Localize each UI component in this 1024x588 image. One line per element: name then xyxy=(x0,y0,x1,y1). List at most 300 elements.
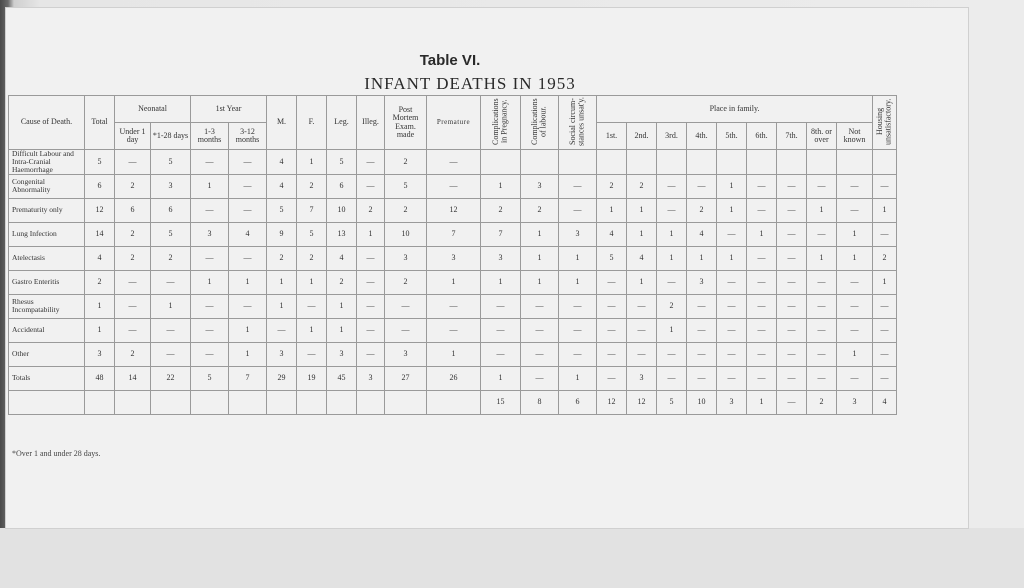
value-cell xyxy=(115,390,151,414)
value-cell: — xyxy=(297,342,327,366)
value-cell: 5 xyxy=(85,150,115,175)
value-cell: — xyxy=(559,318,597,342)
value-cell: 4 xyxy=(873,390,897,414)
value-cell: 1 xyxy=(717,198,747,222)
value-cell: 3 xyxy=(327,342,357,366)
value-cell: 2 xyxy=(873,246,897,270)
value-cell: 1 xyxy=(427,342,481,366)
value-cell: 5 xyxy=(267,198,297,222)
value-cell: 19 xyxy=(297,366,327,390)
cause-cell xyxy=(9,390,85,414)
value-cell: 1 xyxy=(627,270,657,294)
value-cell xyxy=(777,150,807,175)
value-cell: 4 xyxy=(327,246,357,270)
value-cell: — xyxy=(777,318,807,342)
header-place-7th: 7th. xyxy=(777,123,807,150)
value-cell: — xyxy=(777,198,807,222)
cause-cell: Prematurity only xyxy=(9,198,85,222)
value-cell: — xyxy=(191,246,229,270)
value-cell: 1 xyxy=(267,294,297,318)
value-cell: — xyxy=(559,174,597,198)
value-cell: — xyxy=(837,318,873,342)
value-cell: — xyxy=(385,318,427,342)
value-cell: — xyxy=(357,294,385,318)
value-cell: 6 xyxy=(85,174,115,198)
value-cell xyxy=(427,390,481,414)
value-cell: 1 xyxy=(191,174,229,198)
value-cell: — xyxy=(807,318,837,342)
value-cell: — xyxy=(115,318,151,342)
value-cell: 1 xyxy=(717,246,747,270)
value-cell: 2 xyxy=(327,270,357,294)
value-cell: — xyxy=(807,270,837,294)
value-cell: 1 xyxy=(267,270,297,294)
value-cell: — xyxy=(837,198,873,222)
value-cell: — xyxy=(873,222,897,246)
value-cell: — xyxy=(717,342,747,366)
value-cell: 1 xyxy=(807,198,837,222)
table-row xyxy=(9,318,897,342)
value-cell: — xyxy=(717,318,747,342)
table-row xyxy=(9,294,897,318)
value-cell: 27 xyxy=(385,366,427,390)
value-cell: 5 xyxy=(597,246,627,270)
value-cell: 1 xyxy=(327,318,357,342)
header-place-8th-or-over: 8th. or over xyxy=(807,123,837,150)
value-cell: 22 xyxy=(151,366,191,390)
value-cell: 5 xyxy=(327,150,357,175)
value-cell: — xyxy=(357,246,385,270)
value-cell: 1 xyxy=(657,318,687,342)
value-cell: 2 xyxy=(115,246,151,270)
value-cell: 10 xyxy=(327,198,357,222)
value-cell: 1 xyxy=(327,294,357,318)
header-3-12-months: 3-12 months xyxy=(229,123,267,150)
value-cell: 12 xyxy=(627,390,657,414)
value-cell: 7 xyxy=(481,222,521,246)
header-place-4th: 4th. xyxy=(687,123,717,150)
value-cell: 3 xyxy=(717,390,747,414)
value-cell xyxy=(385,390,427,414)
value-cell: 2 xyxy=(687,198,717,222)
value-cell: — xyxy=(427,174,481,198)
value-cell: 1 xyxy=(521,246,559,270)
value-cell: 1 xyxy=(559,366,597,390)
value-cell: — xyxy=(873,174,897,198)
header-not-known: Not known xyxy=(837,123,873,150)
value-cell: — xyxy=(357,318,385,342)
value-cell xyxy=(747,150,777,175)
value-cell: 2 xyxy=(115,342,151,366)
value-cell: 2 xyxy=(85,270,115,294)
value-cell: — xyxy=(427,294,481,318)
social-label: Social circum- stances unsat'y. xyxy=(568,96,586,146)
value-cell: 4 xyxy=(687,222,717,246)
value-cell: — xyxy=(873,294,897,318)
value-cell: — xyxy=(559,198,597,222)
value-cell: — xyxy=(521,366,559,390)
value-cell xyxy=(627,150,657,175)
value-cell: 14 xyxy=(115,366,151,390)
header-place-in-family: Place in family. xyxy=(597,96,873,123)
value-cell: 1 xyxy=(151,294,191,318)
cause-cell: Other xyxy=(9,342,85,366)
value-cell: 5 xyxy=(151,222,191,246)
value-cell: 15 xyxy=(481,390,521,414)
cause-cell: Atelectasis xyxy=(9,246,85,270)
value-cell: — xyxy=(151,270,191,294)
value-cell: 7 xyxy=(297,198,327,222)
cause-cell: Rhesus Incompatability xyxy=(9,294,85,318)
value-cell: 14 xyxy=(85,222,115,246)
header-illegitimate: Illeg. xyxy=(357,96,385,150)
value-cell: 2 xyxy=(297,246,327,270)
value-cell: 5 xyxy=(191,366,229,390)
value-cell: — xyxy=(229,198,267,222)
value-cell: 3 xyxy=(481,246,521,270)
value-cell: — xyxy=(151,318,191,342)
value-cell: 1 xyxy=(229,318,267,342)
value-cell: — xyxy=(559,294,597,318)
value-cell: 1 xyxy=(873,270,897,294)
value-cell: 12 xyxy=(597,390,627,414)
value-cell: 5 xyxy=(297,222,327,246)
table-body xyxy=(9,150,897,415)
value-cell: — xyxy=(747,174,777,198)
value-cell: 1 xyxy=(627,222,657,246)
value-cell: 4 xyxy=(267,150,297,175)
value-cell: — xyxy=(687,294,717,318)
value-cell: 1 xyxy=(627,198,657,222)
value-cell: 1 xyxy=(521,222,559,246)
value-cell: — xyxy=(357,342,385,366)
premature-label: Premature xyxy=(436,118,471,127)
value-cell: 1 xyxy=(837,246,873,270)
header-female: F. xyxy=(297,96,327,150)
value-cell: 2 xyxy=(521,198,559,222)
value-cell xyxy=(267,390,297,414)
value-cell: 2 xyxy=(297,174,327,198)
value-cell xyxy=(327,390,357,414)
value-cell xyxy=(657,150,687,175)
value-cell: — xyxy=(777,294,807,318)
value-cell: — xyxy=(229,294,267,318)
header-place-2nd: 2nd. xyxy=(627,123,657,150)
value-cell: — xyxy=(747,198,777,222)
value-cell: — xyxy=(777,270,807,294)
value-cell: — xyxy=(873,342,897,366)
value-cell: — xyxy=(427,150,481,175)
value-cell: — xyxy=(657,174,687,198)
value-cell: — xyxy=(521,318,559,342)
value-cell: — xyxy=(717,366,747,390)
value-cell: — xyxy=(191,318,229,342)
table-row xyxy=(9,366,897,390)
value-cell: — xyxy=(837,366,873,390)
value-cell xyxy=(297,390,327,414)
table-row xyxy=(9,342,897,366)
header-total: Total xyxy=(85,96,115,150)
value-cell: 1 xyxy=(229,270,267,294)
value-cell: 29 xyxy=(267,366,297,390)
value-cell: — xyxy=(687,318,717,342)
value-cell: — xyxy=(873,318,897,342)
value-cell: — xyxy=(807,222,837,246)
value-cell: 1 xyxy=(687,246,717,270)
value-cell: 3 xyxy=(357,366,385,390)
value-cell: 1 xyxy=(191,270,229,294)
cause-cell: Lung Infection xyxy=(9,222,85,246)
value-cell: 1 xyxy=(481,174,521,198)
value-cell: 3 xyxy=(427,246,481,270)
value-cell: — xyxy=(747,342,777,366)
cause-cell: Difficult Labour and Intra-Cranial Haemorrhage xyxy=(9,150,85,175)
value-cell: 12 xyxy=(427,198,481,222)
table-row xyxy=(9,198,897,222)
value-cell: — xyxy=(687,342,717,366)
value-cell: 2 xyxy=(115,222,151,246)
value-cell: — xyxy=(385,294,427,318)
value-cell: 2 xyxy=(385,270,427,294)
value-cell: 3 xyxy=(687,270,717,294)
header-1-3-months: 1-3 months xyxy=(191,123,229,150)
footnote: *Over 1 and under 28 days. xyxy=(12,449,101,458)
value-cell: 6 xyxy=(151,198,191,222)
header-premature xyxy=(427,96,481,150)
cause-cell: Totals xyxy=(9,366,85,390)
value-cell: 2 xyxy=(385,150,427,175)
cause-cell: Congenital Abnormality xyxy=(9,174,85,198)
value-cell: 1 xyxy=(357,222,385,246)
value-cell: 1 xyxy=(873,198,897,222)
value-cell: — xyxy=(657,342,687,366)
header-place-6th: 6th. xyxy=(747,123,777,150)
value-cell xyxy=(481,150,521,175)
value-cell: 4 xyxy=(627,246,657,270)
value-cell: — xyxy=(657,198,687,222)
value-cell: 1 xyxy=(297,318,327,342)
value-cell xyxy=(687,150,717,175)
value-cell: 7 xyxy=(229,366,267,390)
value-cell: 4 xyxy=(267,174,297,198)
value-cell: 5 xyxy=(657,390,687,414)
header-place-1st: 1st. xyxy=(597,123,627,150)
value-cell: 6 xyxy=(327,174,357,198)
comp-labour-label: Complications of labour. xyxy=(530,97,548,145)
value-cell: — xyxy=(717,270,747,294)
value-cell: — xyxy=(191,198,229,222)
value-cell: 48 xyxy=(85,366,115,390)
value-cell: 3 xyxy=(627,366,657,390)
value-cell: 26 xyxy=(427,366,481,390)
value-cell: 13 xyxy=(327,222,357,246)
header-post-mortem: Post Mortem Exam. made xyxy=(385,96,427,150)
value-cell: — xyxy=(627,342,657,366)
header-place-3rd: 3rd. xyxy=(657,123,687,150)
value-cell: 2 xyxy=(627,174,657,198)
value-cell: 2 xyxy=(357,198,385,222)
value-cell: 5 xyxy=(385,174,427,198)
value-cell: 1 xyxy=(85,294,115,318)
value-cell: — xyxy=(357,150,385,175)
value-cell: 1 xyxy=(229,342,267,366)
value-cell: — xyxy=(687,174,717,198)
value-cell: 1 xyxy=(481,270,521,294)
infant-deaths-table xyxy=(8,95,897,415)
value-cell: 2 xyxy=(267,246,297,270)
value-cell: — xyxy=(297,294,327,318)
value-cell: — xyxy=(229,150,267,175)
value-cell: 1 xyxy=(427,270,481,294)
value-cell: 1 xyxy=(559,246,597,270)
value-cell: — xyxy=(873,366,897,390)
value-cell: 1 xyxy=(297,270,327,294)
value-cell: 1 xyxy=(837,222,873,246)
value-cell: — xyxy=(521,294,559,318)
value-cell: 1 xyxy=(747,222,777,246)
table-row xyxy=(9,246,897,270)
value-cell: — xyxy=(115,270,151,294)
value-cell xyxy=(85,390,115,414)
value-cell: — xyxy=(627,294,657,318)
cause-cell: Accidental xyxy=(9,318,85,342)
value-cell: 1 xyxy=(481,366,521,390)
value-cell: 2 xyxy=(151,246,191,270)
header-housing xyxy=(873,96,897,150)
value-cell: — xyxy=(717,294,747,318)
header-social xyxy=(559,96,597,150)
value-cell: — xyxy=(747,294,777,318)
header-under-1-day: Under 1 day xyxy=(115,123,151,150)
value-cell: 1 xyxy=(717,174,747,198)
value-cell: 3 xyxy=(85,342,115,366)
value-cell: — xyxy=(777,342,807,366)
value-cell: 6 xyxy=(115,198,151,222)
value-cell xyxy=(229,390,267,414)
value-cell xyxy=(191,390,229,414)
value-cell: 1 xyxy=(837,342,873,366)
value-cell: — xyxy=(747,318,777,342)
value-cell xyxy=(807,150,837,175)
value-cell: 4 xyxy=(597,222,627,246)
value-cell: — xyxy=(747,366,777,390)
header-comp-labour xyxy=(521,96,559,150)
value-cell: — xyxy=(597,270,627,294)
header-male: M. xyxy=(267,96,297,150)
value-cell: — xyxy=(717,222,747,246)
cause-cell: Gastro Enteritis xyxy=(9,270,85,294)
value-cell: 1 xyxy=(657,246,687,270)
value-cell: 10 xyxy=(385,222,427,246)
header-1-28-days: *1-28 days xyxy=(151,123,191,150)
value-cell: — xyxy=(837,294,873,318)
value-cell: 1 xyxy=(747,390,777,414)
value-cell xyxy=(521,150,559,175)
value-cell: 1 xyxy=(807,246,837,270)
value-cell: 10 xyxy=(687,390,717,414)
value-cell: — xyxy=(747,246,777,270)
value-cell: — xyxy=(191,342,229,366)
value-cell: — xyxy=(481,318,521,342)
value-cell: 2 xyxy=(597,174,627,198)
table-title: INFANT DEATHS IN 1953 xyxy=(364,74,576,93)
value-cell xyxy=(717,150,747,175)
value-cell: — xyxy=(357,270,385,294)
value-cell: — xyxy=(151,342,191,366)
header-cause: Cause of Death. xyxy=(9,96,85,150)
value-cell: — xyxy=(115,150,151,175)
value-cell xyxy=(873,150,897,175)
value-cell: — xyxy=(777,174,807,198)
value-cell: 2 xyxy=(481,198,521,222)
value-cell: — xyxy=(481,342,521,366)
value-cell: 3 xyxy=(267,342,297,366)
value-cell: — xyxy=(191,150,229,175)
value-cell: 7 xyxy=(427,222,481,246)
header-neonatal: Neonatal xyxy=(115,96,191,123)
value-cell: — xyxy=(229,246,267,270)
value-cell: 2 xyxy=(657,294,687,318)
value-cell: — xyxy=(115,294,151,318)
value-cell: 2 xyxy=(385,198,427,222)
value-cell xyxy=(357,390,385,414)
value-cell: — xyxy=(229,174,267,198)
value-cell: 3 xyxy=(191,222,229,246)
table-row xyxy=(9,270,897,294)
value-cell: — xyxy=(777,246,807,270)
value-cell: — xyxy=(777,222,807,246)
value-cell: — xyxy=(747,270,777,294)
value-cell xyxy=(151,390,191,414)
header-place-5th: 5th. xyxy=(717,123,747,150)
value-cell: — xyxy=(687,366,717,390)
value-cell: 1 xyxy=(597,198,627,222)
value-cell: 3 xyxy=(151,174,191,198)
table-row xyxy=(9,222,897,246)
value-cell: — xyxy=(191,294,229,318)
value-cell: 1 xyxy=(297,150,327,175)
table-heading: Table VI. xyxy=(419,52,481,69)
value-cell: — xyxy=(657,270,687,294)
header-comp-pregnancy xyxy=(481,96,521,150)
value-cell: — xyxy=(837,174,873,198)
value-cell: — xyxy=(627,318,657,342)
value-cell: 4 xyxy=(229,222,267,246)
value-cell: — xyxy=(267,318,297,342)
value-cell: 1 xyxy=(657,222,687,246)
value-cell: 2 xyxy=(115,174,151,198)
value-cell xyxy=(559,150,597,175)
value-cell: 1 xyxy=(521,270,559,294)
table-row xyxy=(9,150,897,175)
value-cell: — xyxy=(481,294,521,318)
value-cell: — xyxy=(597,294,627,318)
value-cell: — xyxy=(777,366,807,390)
table-row xyxy=(9,174,897,198)
value-cell: — xyxy=(777,390,807,414)
value-cell: 2 xyxy=(807,390,837,414)
value-cell: — xyxy=(807,174,837,198)
value-cell: — xyxy=(807,342,837,366)
header-first-year: 1st Year xyxy=(191,96,267,123)
value-cell: 5 xyxy=(151,150,191,175)
value-cell: 3 xyxy=(521,174,559,198)
value-cell: — xyxy=(657,366,687,390)
value-cell: — xyxy=(597,366,627,390)
value-cell: — xyxy=(521,342,559,366)
value-cell: 12 xyxy=(85,198,115,222)
desk-surface xyxy=(0,528,1024,588)
